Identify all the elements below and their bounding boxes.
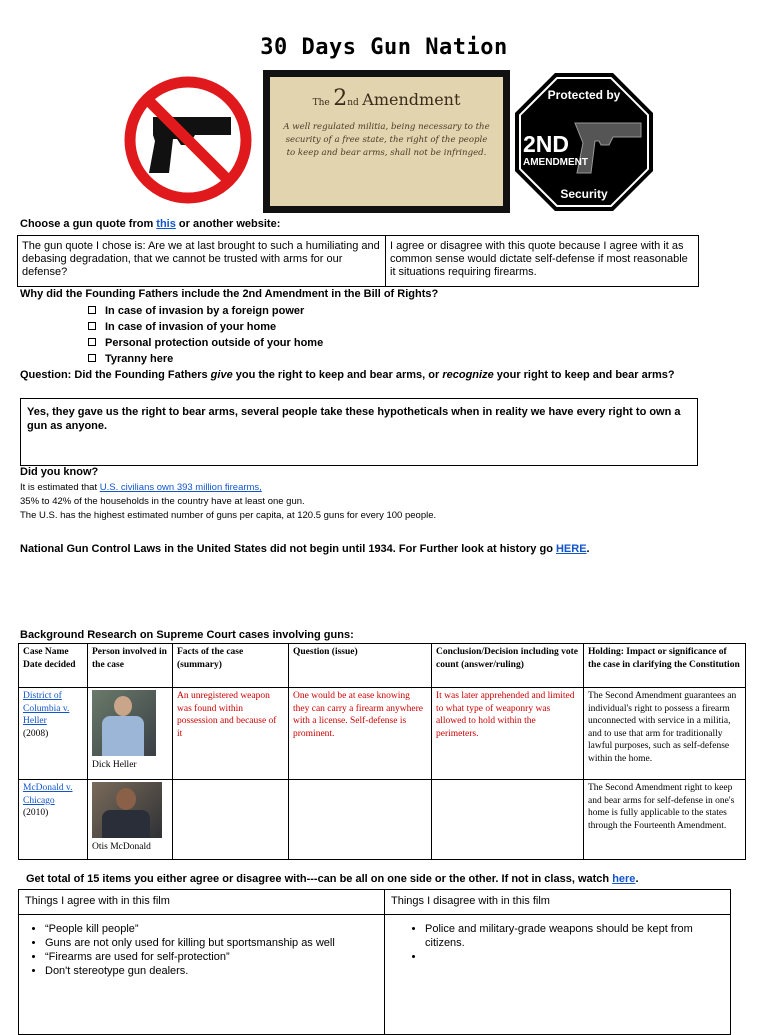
badge-top-text: Protected by: [547, 88, 621, 102]
list-item: In case of invasion of your home: [88, 319, 323, 335]
conclusion-cell[interactable]: [432, 780, 584, 860]
column-header: Case Name Date decided: [19, 644, 88, 688]
agree-item: • Guns are not only used for killing but sportsmanship as well: [45, 936, 380, 950]
document-title: 30 Days Gun Nation: [260, 35, 508, 60]
checkbox-icon: [88, 306, 96, 314]
disagree-header: Things I disagree with in this film: [385, 890, 731, 915]
court-table: [18, 643, 746, 860]
no-gun-sign-image: [123, 75, 253, 205]
film-prompt: Get total of 15 items you either agree or disagree with---can be all on one side or the other. If not in class, watch here.: [26, 873, 639, 885]
facts-cell[interactable]: [173, 780, 289, 860]
fact-line: 35% to 42% of the households in the country have at least one gun.: [20, 496, 305, 507]
quote-cell[interactable]: The gun quote I chose is: Are we at last brought to such a humiliating and debasing degradation, that we cannot be trusted with arms for our defense?: [18, 236, 386, 287]
agree-item: • “Firearms are used for self-protection”: [45, 950, 380, 964]
agree-header: Things I agree with in this film: [19, 890, 385, 915]
history-link[interactable]: HERE: [555, 543, 587, 555]
checkbox-icon: [88, 338, 96, 346]
quote-prompt-after: or another website:: [175, 218, 281, 230]
facts-cell[interactable]: An unregistered weapon was found within possession and because of it: [173, 688, 289, 780]
agree-item: • “People kill people”: [45, 922, 380, 936]
fact-line: The U.S. has the highest estimated number of guns per capita, at 120.5 guns for every 100 people.: [20, 510, 437, 521]
list-item: In case of invasion by a foreign power: [88, 303, 323, 319]
quote-source-link[interactable]: this: [156, 218, 176, 230]
disagree-cell[interactable]: [385, 915, 731, 1035]
person-cell: [88, 780, 173, 860]
list-item: Personal protection outside of your home: [88, 335, 323, 351]
table-row: [19, 780, 746, 860]
column-header: Person involved in the case: [88, 644, 173, 688]
did-you-know-heading: Did you know?: [20, 466, 99, 478]
holding-cell: The Second Amendment right to keep and bear arms for self-defense in one's home is fully applicable to the states through the Fourteenth Amendment.: [584, 780, 746, 860]
quote-table: [17, 235, 699, 287]
disagree-item: [425, 950, 726, 964]
founding-question: Why did the Founding Fathers include the 2nd Amendment in the Bill of Rights?: [20, 288, 439, 300]
mcdonald-photo: [92, 782, 162, 838]
fact-line: It is estimated that U.S. civilians own 393 million firearms,: [20, 482, 262, 493]
question-cell[interactable]: [289, 780, 432, 860]
column-header: Question (issue): [289, 644, 432, 688]
column-header: Conclusion/Decision including vote count (answer/ruling): [432, 644, 584, 688]
heller-case-link[interactable]: District of Columbia v. Heller: [23, 691, 70, 726]
banner-text: A well regulated militia, being necessary to the security of a free state, the right of the people to keep and bear arms, shall not be infringed.: [283, 122, 490, 158]
banner-word: Amendment: [362, 90, 461, 109]
firearms-stat-link[interactable]: U.S. civilians own 393 million firearms,: [99, 482, 262, 493]
checkbox-icon: [88, 322, 96, 330]
gun-control-note: National Gun Control Laws in the United States did not begin until 1934. For Further look at history go HERE.: [20, 543, 590, 555]
person-name: Otis McDonald: [92, 842, 151, 852]
badge-bottom-text: Security: [560, 187, 608, 201]
opinion-cell[interactable]: I agree or disagree with this quote because I agree with it as common sense would dictate self-defense if most reasonable it situations requiring firearms.: [386, 236, 699, 287]
checkbox-icon: [88, 354, 96, 362]
quote-prompt: [20, 218, 280, 230]
case-cell: McDonald v. Chicago (2010): [19, 780, 88, 860]
question-cell[interactable]: One would be at ease knowing they can carry a firearm anywhere with a license. Self-defense is prominent.: [289, 688, 432, 780]
badge-big-text: 2ND: [523, 131, 570, 157]
protected-badge-image: [513, 71, 655, 213]
person-cell: [88, 688, 173, 780]
disagree-item: • Police and military-grade weapons should be kept from citizens.: [425, 922, 726, 950]
quote-prompt-before: Choose a gun quote from: [20, 218, 157, 230]
did-you-know-facts: [20, 481, 436, 523]
amendment-banner-image: [263, 70, 510, 213]
answer-box[interactable]: Yes, they gave us the right to bear arms, several people take these hypotheticals when in reality we have every right to own a gun as anyone.: [20, 398, 698, 466]
founding-list: [88, 303, 323, 367]
badge-mid-text: AMENDMENT: [523, 157, 588, 168]
agree-cell[interactable]: [19, 915, 385, 1035]
mcdonald-case-link[interactable]: McDonald v. Chicago: [23, 783, 73, 806]
person-name: Dick Heller: [92, 760, 137, 770]
rights-question: Question: Did the Founding Fathers give you the right to keep and bear arms, or recognize your right to keep and bear arms?: [20, 369, 675, 381]
banner-the: The: [312, 98, 330, 108]
conclusion-cell[interactable]: It was later apprehended and limited to what type of weaponry was allowed to hold within the perimeters.: [432, 688, 584, 780]
holding-cell: The Second Amendment guarantees an individual's right to possess a firearm unconnected with service in a militia, and to use that arm for traditionally lawful purposes, such as self-defense within the home.: [584, 688, 746, 780]
table-row: [19, 688, 746, 780]
case-cell: District of Columbia v. Heller (2008): [19, 688, 88, 780]
heller-photo: [92, 690, 156, 756]
court-heading: Background Research on Supreme Court cases involving guns:: [20, 629, 354, 641]
banner-ordinal: nd: [347, 98, 359, 108]
table-header-row: [19, 644, 746, 688]
film-link[interactable]: here: [612, 873, 636, 885]
list-item: Tyranny here: [88, 351, 323, 367]
film-table: [18, 889, 731, 1035]
agree-item: • Don't stereotype gun dealers.: [45, 964, 380, 978]
column-header: Holding: Impact or significance of the case in clarifying the Constitution: [584, 644, 746, 688]
column-header: Facts of the case (summary): [173, 644, 289, 688]
banner-numeral: 2: [333, 86, 348, 111]
